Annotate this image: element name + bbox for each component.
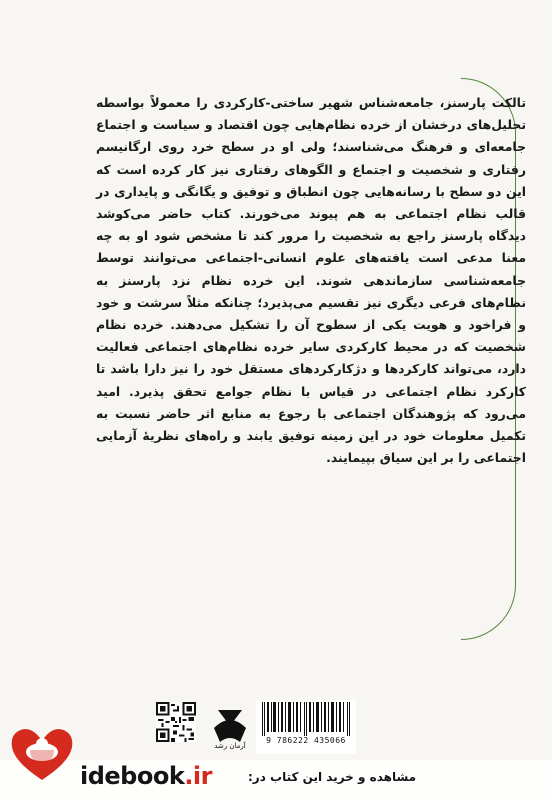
watermark-brand-name: idebook [80,762,185,790]
barcode-icon [260,702,352,736]
watermark-brand-domain: .ir [184,762,212,790]
idebook-heart-logo-icon [8,724,76,784]
isbn-barcode [256,700,356,754]
qr-code-icon [156,702,196,742]
isbn-number: 9 786222 435066 [266,736,346,745]
blurb-paragraph: تالکت پارسنز، جامعه‌شناس شهیر ساختی-کارکردی را معمولاً بواسطه تحلیل‌های درخشان از خرده نظام‌هایی چون اقتصاد و سیاست و اجتماع جامعه‌ای و فرهنگ می‌شناسند؛ ولی او در سطح خرد روی ارگانیسم رفتاری و شخصیت و اجتماع و الگوهای رفتاری نیز کار کرده است که این دو سطح با رسانه‌هایی چون انطباق و توفیق و یگانگی و پایداری در قالب نظام اجتماعی به هم پیوند می‌خورند. کتاب حاضر می‌کوشد دیدگاه پارسنز راجع به شخصیت را مرور کند تا مشخص شود او به چه معنا مدعی است یافته‌های علوم انسانی-اجتماعی می‌توانند توسط جامعه‌شناسی سازماندهی شوند. این خرده نظام نزد پارسنز به نظام‌های فرعی دیگری نیز تقسیم می‌پذیرد؛ چنانکه مثلاً سرشت و خود و فراخود و هویت یکی از سطوح آن را تشکیل می‌دهند. خرده نظام شخصیت که در محیط کارکردی سایر خرده نظام‌های اجتماعی فعالیت دارد، می‌تواند کارکردها و دژکارکردهای مستقل خود را نیز دارا باشد تا کارکرد نظام اجتماعی در قیاس با نظام جوامع تحقق پذیرد. امید می‌رود که پژوهندگان اجتماعی با رجوع به منابع اثر حاضر نسبت به تکمیل معلومات خود در این زمینه توفیق یابند و راه‌های نظریهٔ آزمایی اجتماعی را بر این سیاق بپیمایند. [96,95,526,466]
watermark-brand[interactable] [80,762,212,790]
watermark-tagline: مشاهده و خرید این کتاب در: [248,770,417,784]
publisher-name: آرمان رشد [214,742,246,750]
back-cover-blurb [96,92,526,469]
